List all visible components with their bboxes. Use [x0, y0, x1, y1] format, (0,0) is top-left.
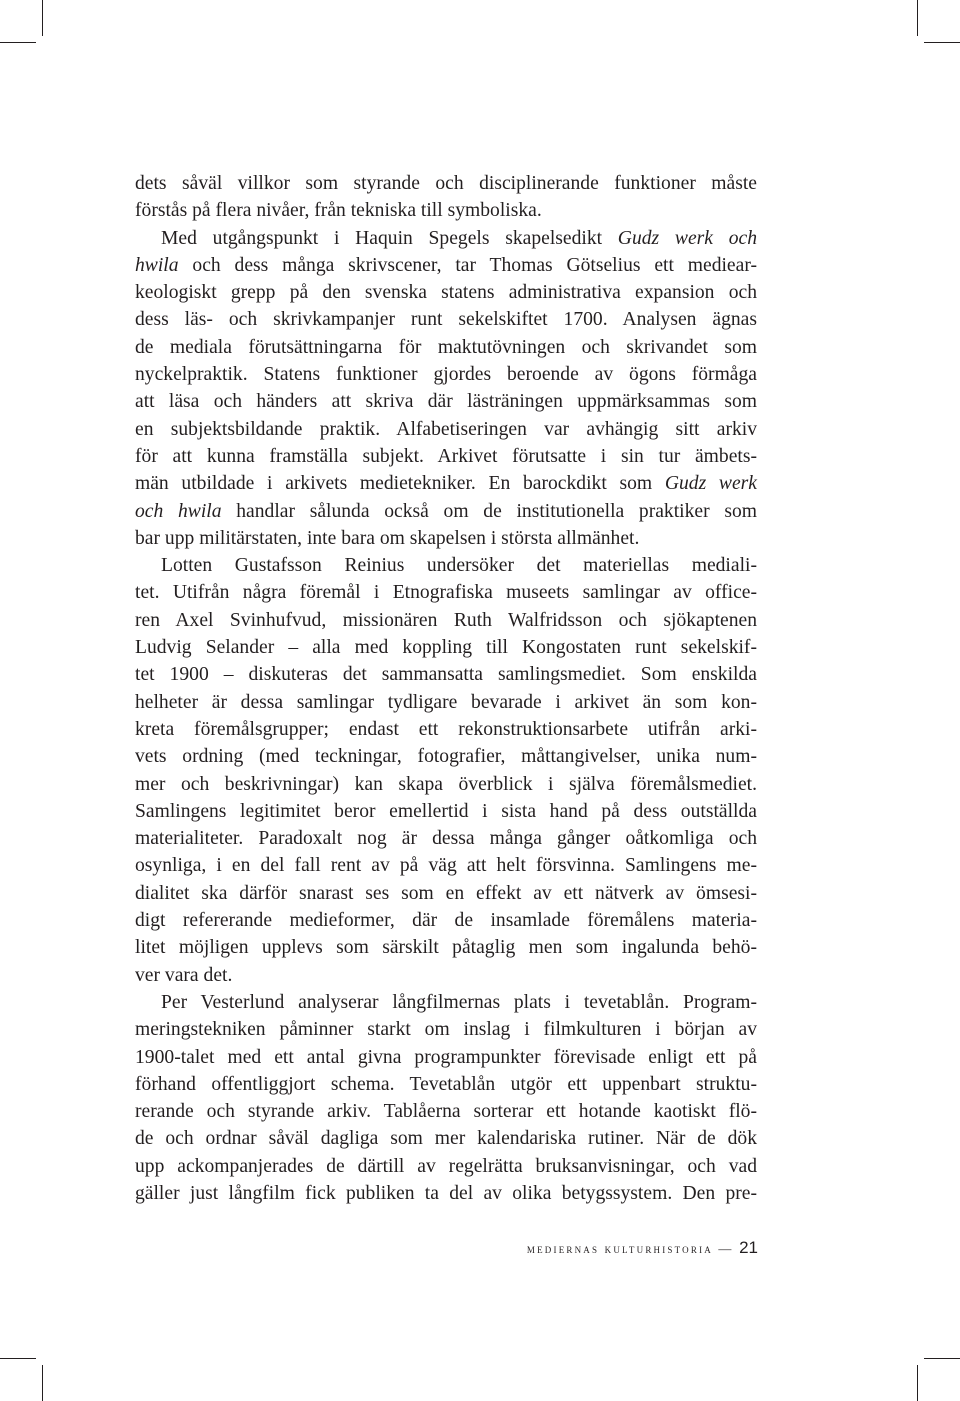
text-segment: Lotten Gustafsson Reinius undersöker det materiellas mediali-	[161, 555, 757, 577]
text-line	[135, 989, 757, 1016]
text-segment: män utbildade i arkivets medietekniker. En barockdikt som	[135, 473, 665, 495]
text-line	[135, 716, 757, 743]
text-segment: att läsa och händers att skriva där lästräningen uppmärksammas som	[135, 391, 757, 413]
text-segment: nyckelpraktik. Statens funktioner gjordes beroende av ögons förmåga	[135, 364, 757, 386]
text-segment: dialitet ska därför snarast ses som en effekt av ett nätverk av ömsesi-	[135, 882, 757, 904]
italic-title: Gudz werk	[664, 473, 757, 495]
text-line	[135, 907, 757, 934]
text-line	[135, 279, 757, 306]
text-line	[135, 1125, 757, 1152]
text-segment: dets såväl villkor som styrande och disciplinerande funktioner måste	[135, 173, 757, 194]
running-title: mediernas kulturhistoria	[526, 1241, 713, 1256]
crop-mark-bottom-left-horizontal	[0, 1358, 36, 1359]
text-line	[135, 334, 757, 361]
text-line	[135, 579, 757, 606]
text-line	[135, 197, 757, 224]
text-segment: keologiskt grepp på den svenska statens administrativa expansion och	[135, 282, 757, 304]
crop-mark-top-right-horizontal	[924, 42, 960, 43]
text-line	[135, 934, 757, 961]
text-segment: och dess många skrivscener, tar Thomas Götselius ett mediear-	[178, 254, 757, 276]
text-segment: vets ordning (med teckningar, fotografier, måttangivelser, unika num-	[135, 746, 757, 768]
crop-mark-top-left-vertical	[42, 0, 43, 36]
crop-mark-bottom-left-vertical	[42, 1365, 43, 1401]
text-segment: litet möjligen upplevs som särskilt påtaglig men som ingalunda behö-	[135, 937, 757, 959]
text-line	[135, 170, 757, 197]
text-line	[135, 607, 757, 634]
text-segment: Samlingens legitimitet beror emellertid i sista hand på dess outställda	[135, 800, 757, 822]
text-line	[135, 1180, 757, 1207]
text-segment: Per Vesterlund analyserar långfilmernas plats i tevetablån. Program-	[161, 991, 757, 1013]
crop-mark-bottom-right-vertical	[917, 1365, 918, 1401]
body-text	[135, 170, 757, 1207]
text-line	[135, 525, 757, 552]
text-segment: de mediala förutsättningarna för maktutövningen och skrivandet som	[135, 336, 757, 358]
text-segment: tet 1900 – diskuteras det sammansatta samlingsmediet. Som enskilda	[135, 664, 757, 686]
text-line	[135, 1044, 757, 1071]
crop-mark-top-right-vertical	[917, 0, 918, 36]
running-footer	[470, 1238, 758, 1258]
text-line	[135, 1016, 757, 1043]
text-line	[135, 634, 757, 661]
text-segment: kreta föremålsgrupper; endast ett rekonstruktionsarbete utifrån arki-	[135, 718, 757, 740]
text-segment: för att kunna framställa subjekt. Arkivet förutsatte i sin tur ämbets-	[135, 445, 757, 467]
text-line	[135, 252, 757, 279]
text-segment: materialiteter. Paradoxalt nog är dessa många gånger oåtkomliga och	[135, 828, 757, 850]
text-segment: digt refererande medieformer, där de insamlade föremålens materia-	[135, 910, 757, 932]
text-line	[135, 1071, 757, 1098]
text-segment: bar upp militärstaten, inte bara om skapelsen i största allmänhet.	[135, 527, 640, 549]
text-segment: förstås på flera nivåer, från tekniska till symboliska.	[135, 200, 542, 222]
crop-mark-top-left-horizontal	[0, 42, 36, 43]
text-line	[135, 852, 757, 879]
text-segment: rerande och styrande arkiv. Tablåerna sorterar ett hotande kaotiskt flö-	[135, 1101, 757, 1123]
text-line	[135, 962, 757, 989]
text-segment: meringstekniken påminner starkt om inslag i filmkulturen i början av	[135, 1019, 757, 1041]
text-segment: förhand offentliggjort schema. Tevetablån utgör ett uppenbart struktu-	[135, 1073, 757, 1095]
text-segment: ren Axel Svinhufvud, missionären Ruth Walfridsson och sjökaptenen	[135, 609, 757, 631]
text-segment: tet. Utifrån några föremål i Etnografiska museets samlingar av office-	[135, 582, 757, 604]
text-line	[135, 661, 757, 688]
text-segment: en subjektsbildande praktik. Alfabetiseringen var avhängig sitt arkiv	[135, 418, 757, 440]
text-line	[135, 1098, 757, 1125]
text-line	[135, 498, 757, 525]
text-segment: Ludvig Selander – alla med koppling till Kongostaten runt sekelskif-	[135, 637, 757, 659]
text-segment: osynliga, i en del fall rent av på väg att helt försvinna. Samlingens me-	[135, 855, 757, 877]
text-line	[135, 798, 757, 825]
crop-mark-bottom-right-horizontal	[924, 1358, 960, 1359]
text-line	[135, 1153, 757, 1180]
text-segment: dess läs- och skrivkampanjer runt sekelskiftet 1700. Analysen ägnas	[135, 309, 757, 331]
text-line	[135, 743, 757, 770]
text-segment: 1900-talet med ett antal givna programpunkter förevisade enligt ett på	[135, 1046, 757, 1068]
text-segment: gäller just långfilm fick publiken ta del av olika betygssystem. Den pre-	[135, 1182, 757, 1204]
text-segment: ver vara det.	[135, 964, 233, 986]
text-line	[135, 825, 757, 852]
text-line	[135, 880, 757, 907]
page-number: 21	[739, 1238, 758, 1257]
text-line	[135, 552, 757, 579]
text-line	[135, 689, 757, 716]
text-segment: Med utgångspunkt i Haquin Spegels skapelsedikt	[161, 227, 618, 249]
italic-title: och hwila	[135, 500, 222, 522]
text-line	[135, 771, 757, 798]
footer-dash: —	[718, 1241, 734, 1256]
text-segment: de och ordnar såväl dagliga som mer kalendariska rutiner. När de dök	[135, 1128, 757, 1150]
italic-title: hwila	[135, 254, 179, 276]
text-segment: mer och beskrivningar) kan skapa överblick i själva föremålsmediet.	[135, 773, 757, 795]
text-line	[135, 470, 757, 497]
text-line	[135, 416, 757, 443]
text-line	[135, 306, 757, 333]
text-segment: handlar sålunda också om de institutionella praktiker som	[221, 500, 757, 522]
text-line	[135, 361, 757, 388]
text-line	[135, 443, 757, 470]
text-segment: upp ackompanjerades de därtill av regelrätta bruksanvisningar, och vad	[135, 1155, 757, 1177]
text-segment: helheter är dessa samlingar tydligare bevarade i arkivet än som kon-	[135, 691, 757, 713]
text-line	[135, 388, 757, 415]
text-line	[135, 225, 757, 252]
italic-title: Gudz werk och	[617, 227, 757, 249]
